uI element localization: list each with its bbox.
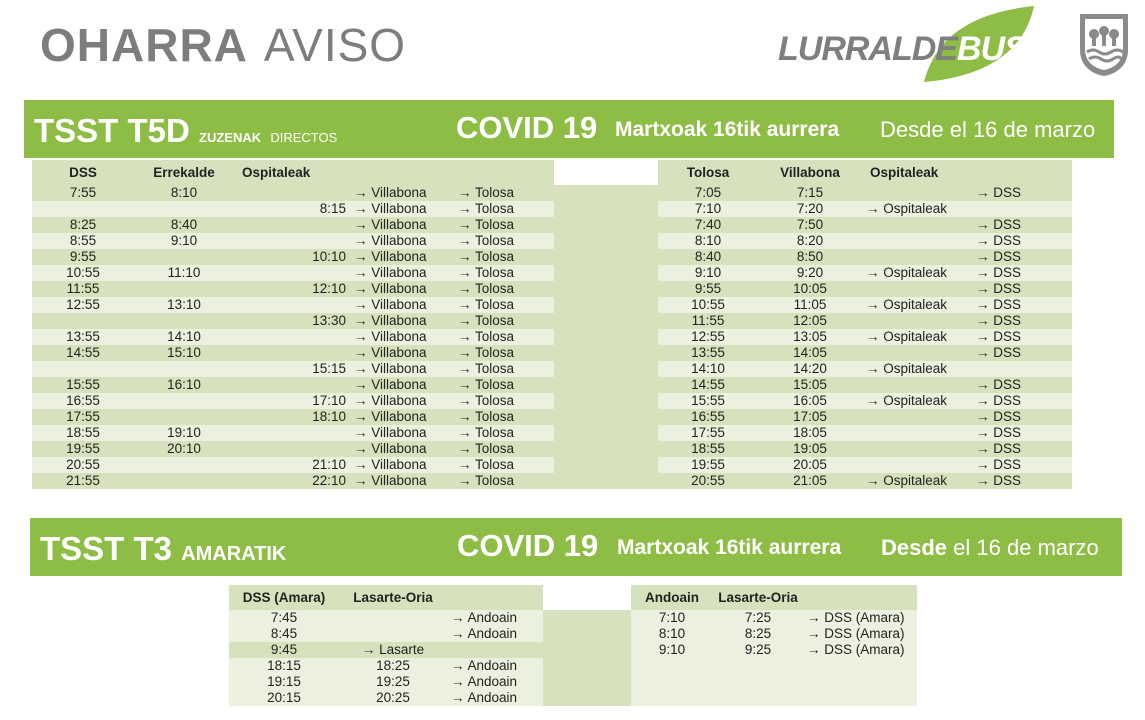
table-cell bbox=[862, 441, 972, 457]
table-cell: 12:10 bbox=[234, 281, 350, 297]
t3-col-header: Andoain bbox=[631, 585, 713, 610]
table-cell: → Villabona bbox=[350, 345, 454, 361]
table-cell: → Tolosa bbox=[454, 233, 554, 249]
table-cell bbox=[862, 185, 972, 201]
table-cell bbox=[631, 658, 713, 674]
table-cell bbox=[803, 658, 917, 674]
table-cell: 15:55 bbox=[658, 393, 758, 409]
table-cell bbox=[862, 249, 972, 265]
t5d-col-header: Ospitaleak bbox=[234, 160, 350, 185]
table-cell: 14:10 bbox=[134, 329, 234, 345]
table-cell: → DSS bbox=[972, 281, 1072, 297]
table-cell: 8:55 bbox=[32, 233, 134, 249]
t5d-col-header: Errekalde bbox=[134, 160, 234, 185]
table-row bbox=[32, 345, 1072, 361]
table-cell: 22:10 bbox=[234, 473, 350, 489]
table-row bbox=[32, 393, 1072, 409]
table-gap bbox=[543, 658, 631, 674]
t5d-sub-basque: ZUZENAK bbox=[199, 130, 262, 145]
table-cell: 7:10 bbox=[631, 610, 713, 626]
table-cell: 7:45 bbox=[229, 610, 339, 626]
table-gap bbox=[543, 690, 631, 706]
table-cell: 20:15 bbox=[229, 690, 339, 706]
table-cell: 14:20 bbox=[758, 361, 862, 377]
table-cell: 20:05 bbox=[758, 457, 862, 473]
table-cell: → Tolosa bbox=[454, 345, 554, 361]
table-cell: → Tolosa bbox=[454, 409, 554, 425]
table-gap bbox=[554, 377, 658, 393]
table-cell bbox=[713, 674, 803, 690]
t5d-col-header bbox=[554, 160, 658, 185]
table-cell: 18:25 bbox=[339, 658, 447, 674]
table-gap bbox=[543, 642, 631, 658]
table-cell: 16:10 bbox=[134, 377, 234, 393]
title-spanish: AVISO bbox=[263, 19, 407, 71]
table-cell: 17:05 bbox=[758, 409, 862, 425]
table-row bbox=[229, 610, 917, 626]
table-cell bbox=[862, 409, 972, 425]
table-cell bbox=[862, 281, 972, 297]
t5d-covid-label: COVID 19 bbox=[456, 110, 598, 145]
table-cell: → DSS (Amara) bbox=[803, 626, 917, 642]
t3-route-title: TSST T3 AMARATIK bbox=[40, 530, 287, 567]
table-cell: 14:05 bbox=[758, 345, 862, 361]
table-cell bbox=[972, 201, 1072, 217]
t3-col-header: Lasarte-Oria bbox=[713, 585, 803, 610]
table-cell: 15:55 bbox=[32, 377, 134, 393]
table-cell: → Villabona bbox=[350, 185, 454, 201]
table-row bbox=[32, 249, 1072, 265]
t3-banner bbox=[30, 518, 1122, 576]
table-row bbox=[229, 690, 917, 706]
table-row bbox=[32, 441, 1072, 457]
table-cell: → Tolosa bbox=[454, 393, 554, 409]
table-cell: 8:40 bbox=[658, 249, 758, 265]
table-cell: → Andoain bbox=[447, 690, 543, 706]
table-cell bbox=[803, 674, 917, 690]
table-cell: → Tolosa bbox=[454, 441, 554, 457]
table-cell: → DSS bbox=[972, 457, 1072, 473]
table-gap bbox=[554, 233, 658, 249]
t5d-col-header bbox=[972, 160, 1072, 185]
table-row bbox=[32, 473, 1072, 489]
table-cell: 21:05 bbox=[758, 473, 862, 489]
table-cell: 8:25 bbox=[713, 626, 803, 642]
table-cell: → Ospitaleak bbox=[862, 393, 972, 409]
table-cell: 10:55 bbox=[658, 297, 758, 313]
table-gap bbox=[554, 345, 658, 361]
table-row bbox=[32, 457, 1072, 473]
table-gap bbox=[554, 409, 658, 425]
table-row bbox=[32, 233, 1072, 249]
table-cell: → DSS bbox=[972, 393, 1072, 409]
table-row bbox=[32, 313, 1072, 329]
table-row bbox=[32, 265, 1072, 281]
table-cell: 18:05 bbox=[758, 425, 862, 441]
table-cell: → Ospitaleak bbox=[862, 329, 972, 345]
table-cell bbox=[862, 217, 972, 233]
table-cell bbox=[862, 233, 972, 249]
table-row bbox=[32, 281, 1072, 297]
table-cell: → Andoain bbox=[447, 610, 543, 626]
table-cell: → Tolosa bbox=[454, 185, 554, 201]
table-cell: → DSS bbox=[972, 265, 1072, 281]
table-row bbox=[32, 201, 1072, 217]
table-row bbox=[229, 642, 917, 658]
table-cell: 7:25 bbox=[713, 610, 803, 626]
table-gap bbox=[554, 457, 658, 473]
table-cell: → Tolosa bbox=[454, 457, 554, 473]
t5d-col-header bbox=[350, 160, 454, 185]
t5d-schedule-table bbox=[32, 160, 1072, 489]
t5d-col-header: Tolosa bbox=[658, 160, 758, 185]
table-cell: 20:25 bbox=[339, 690, 447, 706]
table-cell: → DSS bbox=[972, 329, 1072, 345]
t3-covid-label: COVID 19 bbox=[457, 528, 599, 563]
logo-word-bus: BUS bbox=[956, 30, 1026, 68]
table-cell: 19:05 bbox=[758, 441, 862, 457]
table-cell: 9:55 bbox=[32, 249, 134, 265]
table-cell: 8:25 bbox=[32, 217, 134, 233]
table-gap bbox=[554, 297, 658, 313]
table-cell: 9:45 bbox=[229, 642, 339, 658]
table-cell: 8:40 bbox=[134, 217, 234, 233]
table-cell: 16:55 bbox=[32, 393, 134, 409]
table-cell: 17:55 bbox=[32, 409, 134, 425]
table-cell bbox=[234, 265, 350, 281]
table-cell bbox=[234, 233, 350, 249]
table-gap bbox=[554, 441, 658, 457]
table-cell: 8:45 bbox=[229, 626, 339, 642]
table-gap bbox=[554, 361, 658, 377]
table-cell: → Andoain bbox=[447, 658, 543, 674]
table-cell: 19:55 bbox=[32, 441, 134, 457]
table-gap bbox=[554, 473, 658, 489]
table-cell: → DSS bbox=[972, 425, 1072, 441]
table-cell: 17:10 bbox=[234, 393, 350, 409]
table-cell: 20:55 bbox=[658, 473, 758, 489]
table-cell bbox=[234, 425, 350, 441]
table-cell: → Villabona bbox=[350, 409, 454, 425]
table-cell: → Tolosa bbox=[454, 265, 554, 281]
table-cell bbox=[134, 313, 234, 329]
t5d-col-header bbox=[454, 160, 554, 185]
table-cell: → DSS bbox=[972, 409, 1072, 425]
table-cell: 12:05 bbox=[758, 313, 862, 329]
table-cell bbox=[339, 626, 447, 642]
table-cell: → DSS bbox=[972, 377, 1072, 393]
table-cell: → Villabona bbox=[350, 393, 454, 409]
table-cell: → Ospitaleak bbox=[862, 265, 972, 281]
t5d-col-header: Ospitaleak bbox=[862, 160, 972, 185]
table-cell: → Tolosa bbox=[454, 281, 554, 297]
table-cell: 18:15 bbox=[229, 658, 339, 674]
table-gap bbox=[543, 674, 631, 690]
table-cell bbox=[803, 690, 917, 706]
table-cell: → Tolosa bbox=[454, 425, 554, 441]
table-cell bbox=[862, 425, 972, 441]
table-cell: → DSS bbox=[972, 441, 1072, 457]
table-cell: 7:20 bbox=[758, 201, 862, 217]
table-cell: 11:05 bbox=[758, 297, 862, 313]
table-cell bbox=[134, 201, 234, 217]
table-cell: 9:10 bbox=[134, 233, 234, 249]
table-cell bbox=[234, 329, 350, 345]
t3-col-header bbox=[543, 585, 631, 610]
table-cell: → Andoain bbox=[447, 674, 543, 690]
table-cell: 13:10 bbox=[134, 297, 234, 313]
table-cell bbox=[862, 313, 972, 329]
lurraldebus-logo bbox=[776, 4, 1038, 86]
table-cell bbox=[713, 658, 803, 674]
table-cell: → DSS bbox=[972, 473, 1072, 489]
table-cell: 13:55 bbox=[32, 329, 134, 345]
table-cell: → Tolosa bbox=[454, 217, 554, 233]
t3-col-header bbox=[803, 585, 917, 610]
table-cell: 7:15 bbox=[758, 185, 862, 201]
table-cell: 13:05 bbox=[758, 329, 862, 345]
table-cell: → Villabona bbox=[350, 377, 454, 393]
table-cell bbox=[134, 393, 234, 409]
table-cell: → Tolosa bbox=[454, 473, 554, 489]
table-cell: 7:55 bbox=[32, 185, 134, 201]
table-cell: 15:10 bbox=[134, 345, 234, 361]
table-cell bbox=[32, 313, 134, 329]
table-cell: 19:55 bbox=[658, 457, 758, 473]
t5d-sub-spanish: DIRECTOS bbox=[270, 130, 338, 145]
t3-from-basque: Martxoak 16tik aurrera bbox=[617, 536, 842, 559]
table-cell: → Villabona bbox=[350, 457, 454, 473]
t3-col-header bbox=[447, 585, 543, 610]
table-cell bbox=[234, 441, 350, 457]
table-cell bbox=[972, 361, 1072, 377]
table-cell: 13:30 bbox=[234, 313, 350, 329]
table-cell: 13:55 bbox=[658, 345, 758, 361]
table-cell: 16:05 bbox=[758, 393, 862, 409]
table-cell: → Ospitaleak bbox=[862, 201, 972, 217]
table-cell bbox=[134, 473, 234, 489]
table-cell bbox=[862, 377, 972, 393]
table-row bbox=[32, 425, 1072, 441]
table-cell: 8:15 bbox=[234, 201, 350, 217]
table-gap bbox=[554, 329, 658, 345]
table-cell bbox=[134, 281, 234, 297]
table-gap bbox=[554, 313, 658, 329]
table-cell: → Ospitaleak bbox=[862, 297, 972, 313]
table-cell: → Villabona bbox=[350, 425, 454, 441]
table-cell: 18:55 bbox=[32, 425, 134, 441]
table-cell: 7:40 bbox=[658, 217, 758, 233]
table-gap bbox=[554, 281, 658, 297]
table-cell: → DSS bbox=[972, 345, 1072, 361]
table-cell: → DSS bbox=[972, 313, 1072, 329]
table-cell: 15:05 bbox=[758, 377, 862, 393]
table-cell: → Villabona bbox=[350, 313, 454, 329]
table-row bbox=[32, 329, 1072, 345]
table-cell: → Villabona bbox=[350, 361, 454, 377]
table-cell bbox=[234, 217, 350, 233]
table-cell: 19:15 bbox=[229, 674, 339, 690]
table-cell: → Tolosa bbox=[454, 297, 554, 313]
t5d-col-header: DSS bbox=[32, 160, 134, 185]
table-cell: → Andoain bbox=[447, 626, 543, 642]
table-gap bbox=[554, 425, 658, 441]
table-cell bbox=[234, 185, 350, 201]
table-cell bbox=[862, 345, 972, 361]
table-cell: 21:55 bbox=[32, 473, 134, 489]
table-cell bbox=[631, 690, 713, 706]
table-cell: 8:50 bbox=[758, 249, 862, 265]
table-cell: 17:55 bbox=[658, 425, 758, 441]
table-cell: → Villabona bbox=[350, 233, 454, 249]
table-cell: 18:55 bbox=[658, 441, 758, 457]
table-cell: 15:15 bbox=[234, 361, 350, 377]
t5d-col-header: Villabona bbox=[758, 160, 862, 185]
table-cell bbox=[134, 409, 234, 425]
table-cell bbox=[339, 610, 447, 626]
table-cell bbox=[234, 377, 350, 393]
table-cell: 18:10 bbox=[234, 409, 350, 425]
table-cell: → Tolosa bbox=[454, 361, 554, 377]
table-cell bbox=[134, 457, 234, 473]
table-cell: 9:55 bbox=[658, 281, 758, 297]
table-cell: → DSS bbox=[972, 185, 1072, 201]
table-cell: → Tolosa bbox=[454, 377, 554, 393]
table-cell: → Lasarte bbox=[339, 642, 447, 658]
table-cell: → DSS bbox=[972, 249, 1072, 265]
t3-from-spanish: Desde el 16 de marzo bbox=[881, 535, 1099, 560]
table-cell: → Tolosa bbox=[454, 329, 554, 345]
table-cell: → Villabona bbox=[350, 265, 454, 281]
table-cell: 8:20 bbox=[758, 233, 862, 249]
table-gap bbox=[554, 217, 658, 233]
t3-sub-label: AMARATIK bbox=[181, 543, 287, 565]
table-cell: 9:25 bbox=[713, 642, 803, 658]
table-cell: 7:05 bbox=[658, 185, 758, 201]
table-cell: 20:55 bbox=[32, 457, 134, 473]
table-cell: 21:10 bbox=[234, 457, 350, 473]
table-cell: → DSS bbox=[972, 233, 1072, 249]
t5d-route-title: TSST T5D ZUZENAK DIRECTOS bbox=[34, 112, 338, 149]
table-gap bbox=[543, 626, 631, 642]
table-cell: → DSS bbox=[972, 297, 1072, 313]
table-cell: 16:55 bbox=[658, 409, 758, 425]
t5d-from-spanish: Desde el 16 de marzo bbox=[880, 117, 1096, 142]
table-cell: → Tolosa bbox=[454, 249, 554, 265]
table-cell bbox=[713, 690, 803, 706]
table-cell bbox=[862, 457, 972, 473]
table-cell bbox=[631, 674, 713, 690]
table-cell: 19:10 bbox=[134, 425, 234, 441]
table-gap bbox=[554, 393, 658, 409]
table-cell: 7:10 bbox=[658, 201, 758, 217]
table-cell: → Tolosa bbox=[454, 313, 554, 329]
table-cell: → Villabona bbox=[350, 201, 454, 217]
table-cell: → Villabona bbox=[350, 329, 454, 345]
table-gap bbox=[554, 249, 658, 265]
table-cell: 7:50 bbox=[758, 217, 862, 233]
table-cell: 8:10 bbox=[134, 185, 234, 201]
table-gap bbox=[554, 265, 658, 281]
table-cell bbox=[32, 201, 134, 217]
table-cell: 11:55 bbox=[658, 313, 758, 329]
gipuzkoa-coat-of-arms-icon bbox=[1076, 10, 1132, 78]
table-cell: 14:55 bbox=[32, 345, 134, 361]
logo-word-lurralde: LURRALDE bbox=[778, 30, 957, 68]
table-cell: 9:10 bbox=[631, 642, 713, 658]
table-row bbox=[229, 658, 917, 674]
table-cell: → Villabona bbox=[350, 473, 454, 489]
table-row bbox=[32, 361, 1072, 377]
table-cell: 14:55 bbox=[658, 377, 758, 393]
table-row bbox=[32, 409, 1072, 425]
table-row bbox=[32, 297, 1072, 313]
t3-schedule-table bbox=[229, 585, 917, 706]
table-gap bbox=[554, 185, 658, 201]
table-cell: 9:10 bbox=[658, 265, 758, 281]
table-cell: → DSS (Amara) bbox=[803, 610, 917, 626]
table-cell bbox=[234, 345, 350, 361]
table-cell: 8:10 bbox=[631, 626, 713, 642]
table-cell: 10:10 bbox=[234, 249, 350, 265]
table-cell: 10:05 bbox=[758, 281, 862, 297]
table-row bbox=[32, 377, 1072, 393]
t3-col-header: Lasarte-Oria bbox=[339, 585, 447, 610]
table-cell: 14:10 bbox=[658, 361, 758, 377]
table-cell: 20:10 bbox=[134, 441, 234, 457]
table-cell: 12:55 bbox=[32, 297, 134, 313]
table-cell: 12:55 bbox=[658, 329, 758, 345]
table-cell: → Villabona bbox=[350, 281, 454, 297]
table-cell: → Tolosa bbox=[454, 201, 554, 217]
t5d-banner bbox=[24, 100, 1114, 158]
table-cell bbox=[234, 297, 350, 313]
table-cell: 10:55 bbox=[32, 265, 134, 281]
table-row bbox=[32, 217, 1072, 233]
table-cell: → Villabona bbox=[350, 441, 454, 457]
table-cell: → Villabona bbox=[350, 217, 454, 233]
table-cell: → Ospitaleak bbox=[862, 361, 972, 377]
table-row bbox=[229, 674, 917, 690]
table-cell: → DSS bbox=[972, 217, 1072, 233]
table-cell bbox=[134, 249, 234, 265]
table-cell: 19:25 bbox=[339, 674, 447, 690]
table-cell: → DSS (Amara) bbox=[803, 642, 917, 658]
table-cell: → Villabona bbox=[350, 249, 454, 265]
table-cell: → Villabona bbox=[350, 297, 454, 313]
table-cell: 9:20 bbox=[758, 265, 862, 281]
table-cell: 11:55 bbox=[32, 281, 134, 297]
table-row bbox=[32, 185, 1072, 201]
table-cell: → Ospitaleak bbox=[862, 473, 972, 489]
table-gap bbox=[543, 610, 631, 626]
table-cell: 11:10 bbox=[134, 265, 234, 281]
table-row bbox=[229, 626, 917, 642]
table-gap bbox=[554, 201, 658, 217]
table-cell bbox=[32, 361, 134, 377]
page-title bbox=[40, 18, 406, 72]
t5d-from-basque: Martxoak 16tik aurrera bbox=[615, 118, 840, 141]
table-cell: 8:10 bbox=[658, 233, 758, 249]
table-cell bbox=[447, 642, 543, 658]
table-cell bbox=[134, 361, 234, 377]
t3-col-header: DSS (Amara) bbox=[229, 585, 339, 610]
title-basque: OHARRA bbox=[40, 19, 248, 71]
